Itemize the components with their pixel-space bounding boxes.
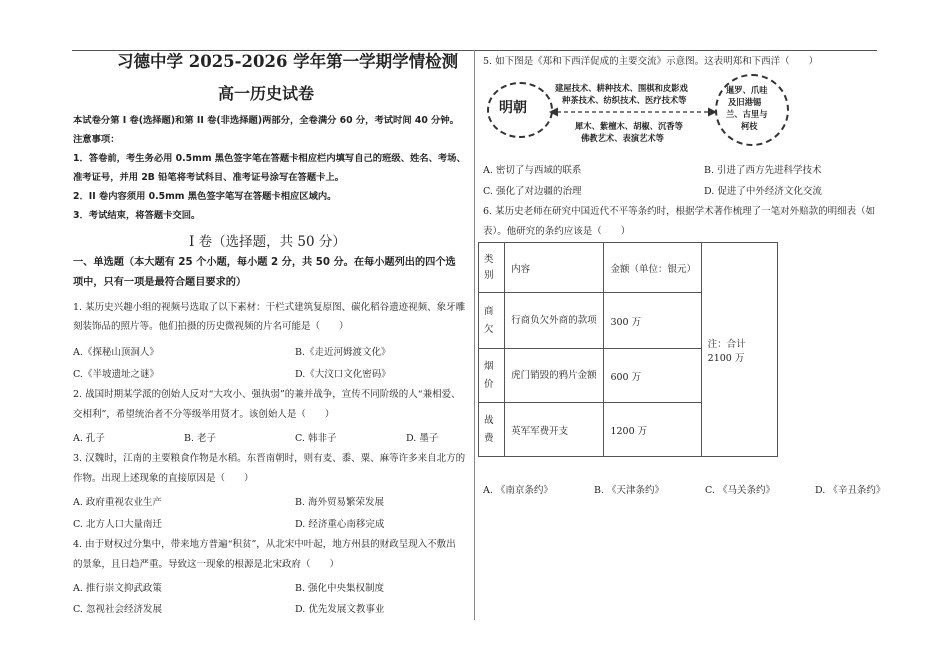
notice-label: 注意事项： <box>73 134 120 145</box>
option-b[interactable]: B.《走近河姆渡文化》 <box>295 347 391 358</box>
question-stem: 作物。出现上述现象的直接原因是（ ） <box>73 473 254 484</box>
exchange-arrow <box>549 106 717 118</box>
header-amount: 金额（单位：银元） <box>604 243 701 293</box>
exchange-diagram <box>483 72 783 152</box>
row-content: 虎门销毁的鸦片金额 <box>505 349 604 403</box>
row-content: 英军军费开支 <box>505 403 604 457</box>
header-content: 内容 <box>505 243 604 293</box>
question-stem: 5. 如下图是《郑和下西洋促成的主要交流》示意图。这表明郑和下西洋（ ） <box>483 56 819 67</box>
row-amount: 300 万 <box>604 293 701 349</box>
overseas-label: 暹罗、爪哇 <box>726 85 768 95</box>
table-note: 注：合计 2100 万 <box>701 243 777 457</box>
exchange-text-bottom: 犀木、紫檀木、胡椒、沉香等 <box>575 121 683 131</box>
option-c[interactable]: C. 韩非子 <box>295 433 337 444</box>
notice-item: 准考证号，并用 2B 铅笔将考试科目、准考证号涂写在答题卡上。 <box>73 172 345 183</box>
notice-item: 3．考试结束，将答题卡交回。 <box>73 210 201 221</box>
overseas-label: 及旧港锡 <box>728 97 762 107</box>
ming-dynasty-label: 明朝 <box>499 100 527 116</box>
option-c[interactable]: C. 《马关条约》 <box>705 485 775 496</box>
question-stem: 1. 某历史兴趣小组的视频号选取了以下素材：干栏式建筑复原图、碳化稻谷遗迹视频、象牙雕 <box>73 302 466 313</box>
exam-title: 习德中学 2025-2026 学年第一学期学情检测 <box>117 52 459 71</box>
question-stem: 表）。他研究的条约应该是（ ） <box>483 226 631 237</box>
row-category: 商欠 <box>479 293 505 349</box>
question-stem: 6. 某历史老师在研究中国近代不平等条约时，根据学术著作梳理了一笔对外赔款的明细表（如 <box>483 206 876 217</box>
option-b[interactable]: B. 《天津条约》 <box>594 485 665 496</box>
question-stem: 3. 汉魏时，江南的主要粮食作物是水稻。东晋南朝时，则有麦、黍、粟、麻等许多来自北方的 <box>73 453 466 464</box>
option-b[interactable]: B. 引进了西方先进科学技术 <box>704 165 822 176</box>
exchange-text-bottom: 佛教艺术、表演艺术等 <box>581 133 664 143</box>
option-c[interactable]: C.《半坡遗址之谜》 <box>73 369 159 380</box>
option-b[interactable]: B. 海外贸易繁荣发展 <box>295 497 385 508</box>
row-category: 烟价 <box>479 349 505 403</box>
option-d[interactable]: D. 经济重心南移完成 <box>295 519 385 530</box>
exam-subtitle: 高一历史试卷 <box>218 84 315 103</box>
indemnity-table <box>478 242 778 457</box>
option-a[interactable]: A. 推行崇文抑武政策 <box>73 583 162 594</box>
option-a[interactable]: A. 《南京条约》 <box>483 485 553 496</box>
row-category: 战费 <box>479 403 505 457</box>
option-a[interactable]: A. 密切了与西域的联系 <box>483 165 582 176</box>
exchange-text-top: 建屋技术、耕种技术、围棋和皮影戏 <box>555 83 688 93</box>
question-stem: 刻装饰品的照片等。他们拍摄的历史微视频的片名可能是（ ） <box>73 321 349 332</box>
option-d[interactable]: D. 墨子 <box>406 433 439 444</box>
question-stem: 2. 战国时期某学派的创始人反对“大攻小、强执弱”的兼并战争，宣传不同阶级的人“兼相爱、 <box>73 389 461 400</box>
section-heading: 一、单选题（本大题有 25 个小题，每小题 2 分，共 50 分。在每小题列出的四个选 <box>73 257 456 268</box>
option-d[interactable]: D. 优先发展文教事业 <box>295 604 385 615</box>
exchange-text-top: 种茶技术、纺织技术、医疗技术等 <box>562 95 687 105</box>
option-c[interactable]: C. 忽视社会经济发展 <box>73 604 162 615</box>
question-stem: 的景象，且日趋严重。导致这一现象的根源是北宋政府（ ） <box>73 559 340 570</box>
overseas-label: 兰、古里与 <box>726 109 768 119</box>
option-b[interactable]: B. 老子 <box>184 433 217 444</box>
option-d[interactable]: D.《大汶口文化密码》 <box>295 369 391 380</box>
table-header-row <box>479 243 778 293</box>
option-d[interactable]: D. 《辛丑条约》 <box>815 485 886 496</box>
overseas-label: 柯枝 <box>741 121 758 131</box>
row-amount: 1200 万 <box>604 403 701 457</box>
instructions-intro: 本试卷分第 I 卷(选择题)和第 II 卷(非选择题)两部分，全卷满分 60 分，考试时间 40 分钟。 <box>73 115 459 126</box>
notice-item: 2．II 卷内容须用 0.5mm 黑色签字笔写在答题卡相应区域内。 <box>73 191 337 202</box>
option-a[interactable]: A.《探秘山顶洞人》 <box>73 347 159 358</box>
option-a[interactable]: A. 孔子 <box>73 433 105 444</box>
question-stem: 4. 由于财权过分集中，带来地方普遍“积贫”，从北宋中叶起，地方州县的财政呈现入不敷出 <box>73 539 456 550</box>
option-c[interactable]: C. 强化了对边疆的治理 <box>483 186 582 197</box>
row-amount: 600 万 <box>604 349 701 403</box>
question-stem: 交相利”，希望统治者不分等级举用贤才。该创始人是（ ） <box>73 409 335 420</box>
header-category: 类别 <box>479 243 505 293</box>
section-title: I 卷（选择题，共 50 分） <box>189 234 346 250</box>
option-a[interactable]: A. 政府重视农业生产 <box>73 497 162 508</box>
option-d[interactable]: D. 促进了中外经济文化交流 <box>704 186 822 197</box>
column-divider <box>474 50 475 620</box>
row-content: 行商负欠外商的款项 <box>505 293 604 349</box>
notice-item: 1．答卷前，考生务必用 0.5mm 黑色签字笔在答题卡相应栏内填写自己的班级、姓名、考场、 <box>73 153 466 164</box>
option-c[interactable]: C. 北方人口大量南迁 <box>73 519 162 530</box>
section-heading: 项中，只有一项是最符合题目要求的） <box>73 277 247 288</box>
option-b[interactable]: B. 强化中央集权制度 <box>295 583 385 594</box>
